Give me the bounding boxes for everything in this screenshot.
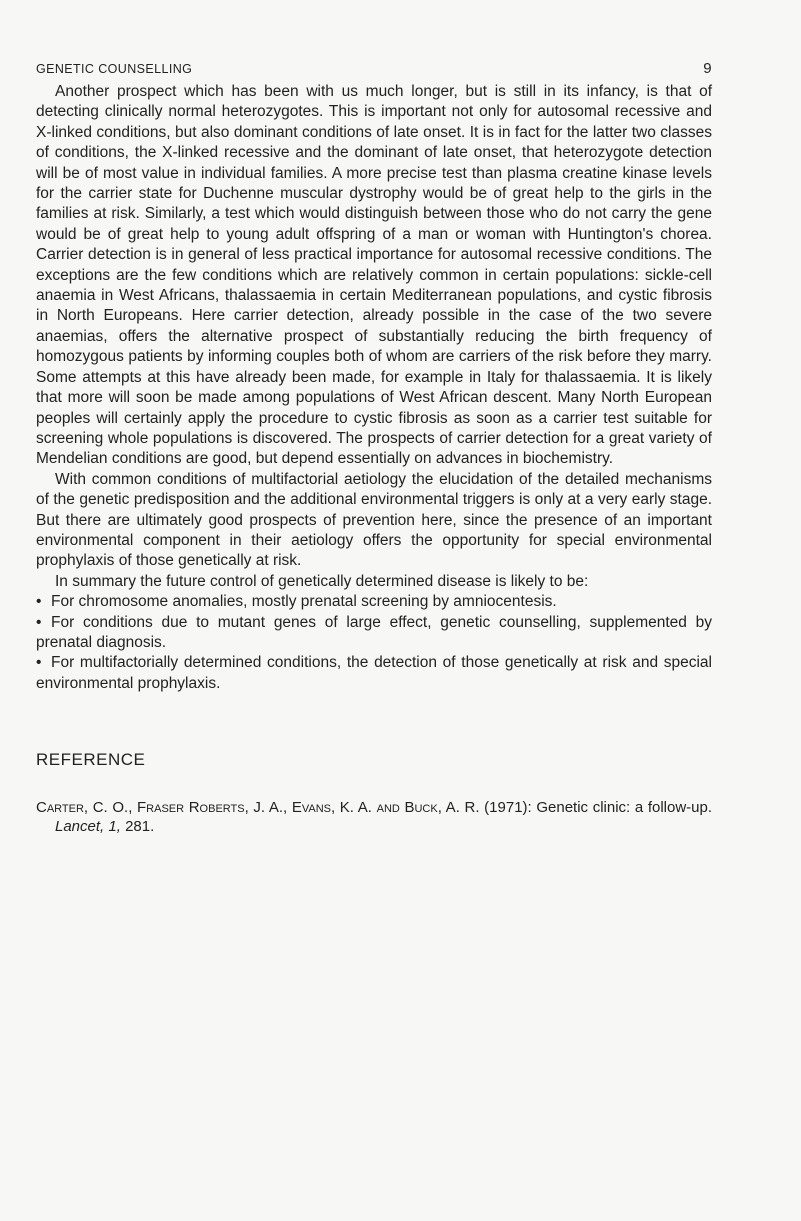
bullet-text: For chromosome anomalies, mostly prenatal screening by amniocentesis. <box>51 593 557 611</box>
bullet-icon: • <box>36 593 42 611</box>
reference-pages: 281. <box>125 818 155 836</box>
running-head-title: GENETIC COUNSELLING <box>36 62 193 76</box>
running-head <box>36 60 712 82</box>
bullet-item-multifactorial <box>36 653 712 694</box>
reference-entry <box>36 798 712 836</box>
bullet-item-mutant-genes <box>36 613 712 654</box>
reference-heading: REFERENCE <box>36 750 146 770</box>
reference-volume: 1, <box>108 818 121 836</box>
bullet-text: For multifactorially determined conditions, the detection of those genetically at risk and special environmental prophylaxis. <box>36 654 712 692</box>
reference-year: (1971): <box>484 799 532 817</box>
bullet-text: For conditions due to mutant genes of large effect, genetic counselling, supplemented by prenatal diagnosis. <box>36 613 712 651</box>
paragraph-heterozygote-detection: Another prospect which has been with us much longer, but is still in its infancy, is that of detecting clinically normal heterozygotes. This is important not only for autosomal recessive and X-linked conditions, but also dominant conditions of late onset. It is in fact for the latter two classes of conditions, the X-linked recessive and the dominant of late onset, that heterozygote detection will be of most value in individual families. A more precise test than plasma creatine kinase levels for the carrier state for Duchenne muscular dystrophy would be of great help to the girls in the families at risk. Similarly, a test which would distinguish between those who do not carry the gene would be of great help to young adult offspring of a man or woman with Huntington's chorea. Carrier detection is in general of less practical importance for autosomal recessive conditions. The exceptions are the few conditions which are relatively common in certain populations: sickle-cell anaemia in West Africans, thalassaemia in certain Mediterranean populations, and cystic fibrosis in North Europeans. Here carrier detection, already possible in the case of the two severe anaemias, offers the alternative prospect of substantially reducing the birth frequency of homozygous patients by informing couples both of whom are carriers of the risk before they marry. Some attempts at this have already been made, for example in Italy for thalassaemia. It is likely that more will soon be made among populations of West African descent. Many North European peoples will certainly apply the procedure to cystic fibrosis as soon as a carrier test suitable for screening whole populations is discovered. The prospects of carrier detection for a great variety of Mendelian conditions are good, but depend essentially on advances in biochemistry. <box>36 83 712 468</box>
document-page <box>36 60 712 836</box>
paragraph-summary-intro: In summary the future control of genetically determined disease is likely to be: <box>55 572 589 590</box>
paragraph-multifactorial-aetiology: With common conditions of multifactorial aetiology the elucidation of the detailed mechanisms of the genetic predisposition and the additional environmental triggers is only at a very early stage. But there are ultimately good prospects of prevention here, since the presence of an important environmental component in their aetiology offers the opportunity for special environmental prophylaxis of those genetically at risk. <box>36 470 712 570</box>
bullet-icon: • <box>36 613 42 631</box>
reference-authors: Carter, C. O., Fraser Roberts, J. A., Evans, K. A. and Buck, A. R. <box>36 799 480 817</box>
reference-title: Genetic clinic: a follow-up. <box>536 799 713 817</box>
page-number: 9 <box>703 60 712 77</box>
body-text <box>36 82 712 694</box>
reference-journal: Lancet, <box>55 818 105 836</box>
bullet-item-chromosome-anomalies <box>36 592 712 612</box>
bullet-icon: • <box>36 654 42 672</box>
